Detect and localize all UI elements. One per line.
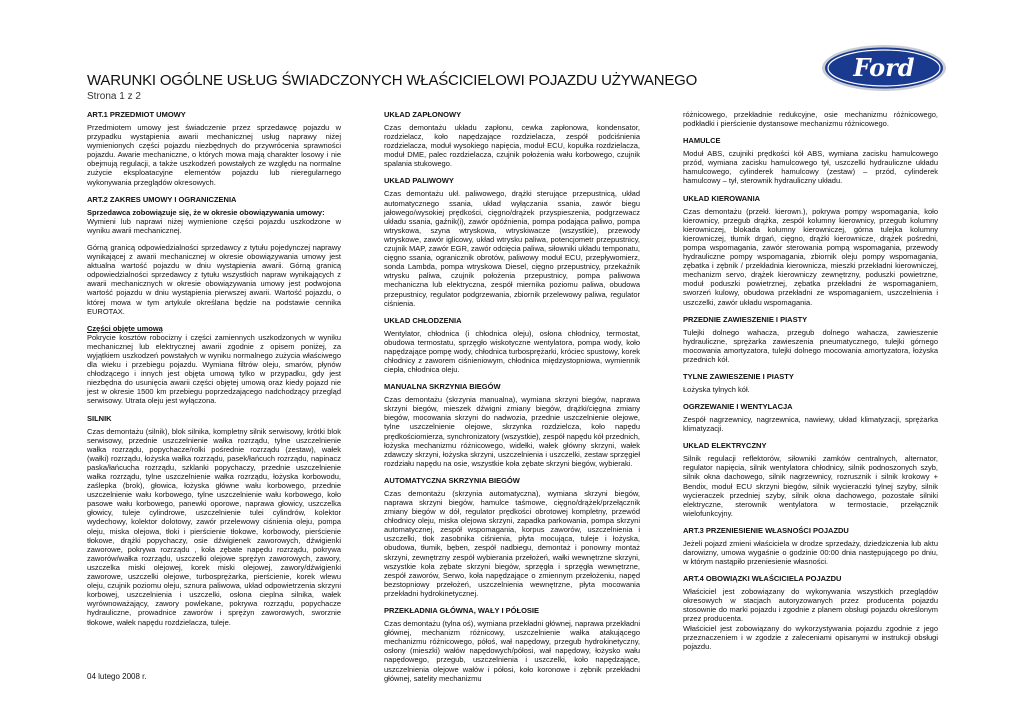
zaplon-text: Czas demontażu układu zapłonu, cewka zapłonowa, kondensator, rozdzielacz, koło napędzające rozdzielacza, zespół podciśnienia rozdzielacza, moduł wysokiego napięcia, moduł ECU, kopułka rozdzielacza, moduł DME, palec rozdzielacza, czujnik położenia wału korbowego, czujnik spalania stukowego. bbox=[384, 123, 640, 169]
section-zaplon bbox=[384, 110, 640, 168]
section-paliwo bbox=[384, 176, 640, 307]
section-chlodzenie bbox=[384, 316, 640, 374]
column-middle bbox=[384, 110, 640, 691]
ford-logo bbox=[821, 44, 947, 92]
logo-text: Ford bbox=[853, 53, 915, 82]
page-number: Strona 1 z 2 bbox=[87, 91, 141, 102]
art3-heading: ART.3 PRZENIESIENIE WŁASNOŚCI POJAZDU bbox=[683, 525, 849, 535]
manualna-heading: MANUALNA SKRZYNIA BIEGÓW bbox=[384, 382, 501, 392]
elektryczny-heading: UKŁAD ELEKTRYCZNY bbox=[683, 441, 767, 451]
tylne-zawieszenie-text: Łożyska tylnych kół. bbox=[683, 384, 750, 394]
art2-text-1: Wymieni lub naprawi niżej wymienione części pojazdu uszkodzone w wyniku awarii mechanicznej. bbox=[87, 216, 341, 235]
section-art4 bbox=[683, 574, 938, 651]
document-date: 04 lutego 2008 r. bbox=[87, 672, 147, 681]
automatyczna-text: Czas demontażu (skrzynia automatyczna), wymiana skrzyni biegów, naprawa skrzyni biegów, hamulce taśmowe, cięgno/drążek/przełącznik zmiany biegów w dół, regulator prędkości obrotowej kompletny, przewód chłodnicy oleju, miska olejowa skrzyni, zapadka parkowania, pompa skrzyni automatycznej, zespół wspomagania, korpus zaworów, uszczelnienia i uszczelki, tłok zasobnika ciśnienia, płyta mocująca, tuleje i łożyska, obudowa, tłumik, bęben, zespół nadbiegu, demontaż i ponowny montaż skrzyni, zewnętrzny zespół wybierania przełożeń, wałki wewnętrzne skrzyni, wszystkie koła zębate skrzyni biegów, sprzęgła i sprzęgła wewnętrzne, zespół zaworów, Serwo, koła napędzające o zmiennym przełożeniu, napęd bezstopniowy przełożeń, uszczelnienia wewnętrzne, płyta mocowania przekładni hydrokinetycznej. bbox=[384, 488, 640, 598]
column-right bbox=[683, 110, 938, 659]
kierowanie-text: Czas demontażu (przekł. kierown.), pokrywa pompy wspomagania, koło kierownicy, przegub drążka, zespół kolumny kierownicy, przegub kolumny kierowniczej, blokada kolumny kierowniczej, górna tulejka kolumny kierowniczej, tłumik drgań, cięgno, drążki kierownicze, drążek pośredni, pompa wspomagania, zawór sterowania pompą wspomagania, przewody hydrauliczne pompy wspomagania, zbiornik oleju pompy wspomagania, zębatka i zębnik / przekładnia kierownicza, mieszki przekładni kierowniczej, mechanizm servo, drążek kierowniczy zewnętrzny, poduszki powietrzne, moduł poduszki powietrznej, zębatka przekładni że wspomaganiem, sworzeń kulowy, obudowa przekładni ze wspomaganiem, uszczelnienia i uszczelki, zawór układu wspomagania. bbox=[683, 206, 938, 307]
chlodzenie-text: Wentylator, chłodnica (i chłodnica oleju), osłona chłodnicy, termostat, obudowa termostatu, sprzęgło wiskotyczne wentylatora, pompa wody, koło napędzające pompę wody, chłodnica turbosprężarki, króciec spustowy, korek chłodnicy z zaworem ciśnieniowym, chłodnica międzystopniowa, wymiennik ciepła, chłodnica oleju. bbox=[384, 328, 640, 375]
art2-heading: ART.2 ZAKRES UMOWY I OGRANICZENIA bbox=[87, 194, 237, 204]
column-left bbox=[87, 110, 341, 635]
czesci-text: Pokrycie kosztów robocizny i części zamiennych uszkodzonych w wyniku mechanicznej lub elektrycznej awarii zgodnie z opisem poniżej, za wyjątkiem uszkodzeń powstałych w wyniku normalnego zużycia właściwego dla wieku i przebiegu pojazdu. Wymiana filtrów oleju, smarów, płynów chłodzącego i innych jest objęta umową tylko w przypadku, gdy jest niezbędna do usunięcia awarii części objętej umową oraz kiedy pojazd nie jest w okresie 1500 km przebiegu poprzedzającego nadchodzący przegląd serwisowy. Utrata oleju jest wyłączona. bbox=[87, 332, 341, 406]
przekladnia-continued-text: różnicowego, przekładnie redukcyjne, osie mechanizmu różnicowego, podkładki i pierścienie dystansowe mechanizmu różnicowego. bbox=[683, 110, 938, 129]
przekladnia-heading: PRZEKŁADNIA GŁÓWNA, WAŁY I PÓŁOSIE bbox=[384, 606, 540, 616]
kierowanie-heading: UKŁAD KIEROWANIA bbox=[683, 193, 761, 203]
art4-heading: ART.4 OBOWIĄZKI WŁAŚCICIELA POJAZDU bbox=[683, 574, 842, 584]
section-manualna bbox=[384, 382, 640, 468]
ogrzewanie-text: Zespół nagrzewnicy, nagrzewnica, nawiewy, układ klimatyzacji, sprężarka klimatyzacji. bbox=[683, 415, 938, 434]
section-ogrzewanie bbox=[683, 402, 938, 433]
section-kierowanie bbox=[683, 194, 938, 307]
tylne-zawieszenie-heading: TYLNE ZAWIESZENIE I PIASTY bbox=[683, 371, 794, 381]
przednie-zawieszenie-heading: PRZEDNIE ZAWIESZENIE I PIASTY bbox=[683, 314, 808, 324]
art4-text-1: Właściciel jest zobowiązany do wykonywania wszystkich przeglądów okresowych w stacjach autoryzowanych przez producenta pojazdu stosownie do marki pojazdu i zgodnie z planem obsługi pojazdu określonym przez producenta. bbox=[683, 587, 938, 624]
section-elektryczny bbox=[683, 441, 938, 518]
art4-text-2: Właściciel jest zobowiązany do wykorzystywania pojazdu zgodnie z jego przeznaczeniem i w zgodzie z zaleceniami opisanymi w instrukcji obsługi pojazdu. bbox=[683, 623, 938, 651]
art1-heading: ART.1 PRZEDMIOT UMOWY bbox=[87, 110, 186, 119]
section-tylne-zawieszenie bbox=[683, 372, 938, 394]
paliwo-text: Czas demontażu ukł. paliwowego, drążki sterujące przepustnicą, układ automatycznego ssania, układ wyłączania ssania, zawór biegu jałowego/wysokiej prędkości, cięgno/drążek przyspieszenia, podgrzewacz układu ssania, gaźnik(i), zawór opóźnienia, pompa podająca paliwo, pompa wtryskowa, szyna wtryskowa, wtryskiwacze (wszystkie), przewody wtryskowe, zawór iglicowy, układ wtrysku paliwa, potencjometr przepustnicy, czujnik MAP, zawór EGR, zawór odcięcia paliwa, siłowniki układu temponatu, cięgno ssania, ogranicznik obrotów, paliwowy moduł ECU, przepływomierz, sonda Lambda, pompa wtryskowa Diesel, cięgno przepustnicy, przekaźnik wtrysku paliwa, czujnik położenia przepustnicy, pompa paliwowa mechaniczna lub elektryczna, zespół miernika poziomu paliwa, obudowa przepustnicy, regulator podgrzewania, zbiornik przelewowy paliwa, regulator ciśnienia. bbox=[384, 189, 640, 308]
section-hamulce bbox=[683, 136, 938, 185]
silnik-heading: SILNIK bbox=[87, 413, 112, 423]
art2-text-2: Górną granicą odpowiedzialności sprzedawcy z tytułu pojedynczej naprawy wynikającej z awarii mechanicznej w okresie obowiązywania umowy jest aktualna wartość pojazdu w dniu wystąpienia awarii. Górną granicą odpowiedzialności sprzedawcy z tytułu wszystkich napraw wynikających z awarii mechanicznych w okresie obowiązywania umowy jest podwojona wartość pojazdu w dniu wystąpienia pierwszej awarii. Wartość pojazdu, o której mowa w tym artykule określana będzie na podstawie cennika EUROTAX. bbox=[87, 242, 341, 316]
section-przekladnia bbox=[384, 606, 640, 683]
section-art3 bbox=[683, 526, 938, 566]
ogrzewanie-heading: OGRZEWANIE I WENTYLACJA bbox=[683, 402, 793, 412]
art3-text: Jeżeli pojazd zmieni właściciela w drodze sprzedaży, dziedziczenia lub aktu darowizny, umowa wygaśnie o godzinie 00:00 dnia następującego po dniu, w którym nastąpiło przeniesienie własności. bbox=[683, 538, 938, 567]
silnik-text: Czas demontażu (silnik), blok silnika, kompletny silnik serwisowy, krótki blok serwisowy, przednie uszczelnienie wałka rozrządu, tylne uszczelnienie wałka rozrządu, popychacze/rolki pośrednie rozrządu (zestaw), wałek (wałki) rozrządu, łożyska wałka rozrządu, pasek/łańcuch rozrządu, napinacz paska/łańcucha rozrządu, szklanki popychaczy, przednie uszczelnienie wałka rozrządu, tylne uszczelnienie wałka rozrządu, łożyska korbowodu, zaślepka (brok), głowica, łożyska główne wału korbowego, przednie uszczelnienie wału korbowego, tylne uszczelnienie wału korbowego, koło pasowe wału korbowego, panewki oporowe, naprawa głowicy, uszczelka głowicy, tuleje cylindrowe, uszczelnienie tulei cylindrów, kolektor wydechowy, kolektor dolotowy, zawór przelewowy ciśnienia oleju, pompa oleju, miska olejowa, tłoki i pierścienie tłokowe, korbowody, pierścienie tłokowe, drążki popychaczy, osie dźwigienek zaworowych, dźwigienki zaworowe, pokrywa rozrządu , koła zębate napędu rozrządu, pokrywa zaworów/wałka rozrządu, uszczelki olejowe sprężyn zaworowych, zawory, uszczelka miski olejowej, korek miski olejowej, zawory/dźwigienki zaworowe, uszczelki olejowe, turbosprężarka, pierścienie, korek wlewu oleju, czujnik poziomu oleju, sznura paliwowa, układ odpowietrzenia skrzyni korbowej, uszczelnienia i uszczelki, osłona cieplna silnika, wałek wyrównoważający, zawory powlekane, pokrywa rozrządu, popychacze hydrauliczne, prowadnice zaworów i sprężyn zaworowych, sworznie tłokowe, wałek napędu rozdzielacza, tuleje. bbox=[87, 426, 341, 627]
section-automatyczna bbox=[384, 476, 640, 598]
art2-lead: Sprzedawca zobowiązuje się, że w okresie obowiązywania umowy: bbox=[87, 207, 325, 217]
section-silnik bbox=[87, 414, 341, 627]
hamulce-heading: HAMULCE bbox=[683, 136, 721, 146]
elektryczny-text: Silnik regulacji reflektorów, siłowniki zamków centralnych, alternator, regulator napięcia, silnik wentylatora chłodnicy, silnik podnoszonych szyb, silnik okna dachowego, silnik nagrzewnicy, rozrusznik i silnik krokowy + Bendix, moduł ECU skrzyni biegów, silnik wycieraczki tylnej szyby, silnik wycieraczek przedniej szyby, silnik okna dachowego, pozostałe silniki elektryczne, sterownik wentylatora w termostacie, przełącznik wielofunkcyjny. bbox=[683, 454, 938, 518]
chlodzenie-heading: UKŁAD CHŁODZENIA bbox=[384, 315, 462, 325]
section-art1 bbox=[87, 110, 341, 187]
manualna-text: Czas demontażu (skrzynia manualna), wymiana skrzyni biegów, naprawa skrzyni biegów, mieszek dźwigni zmiany biegów, drążki/cięgna zmiany biegów, mocowania skrzyni do nadwozia, przednie uszczelnienie olejowe, tylne uszczelnienie olejowe, skrzynka rozdzielcza, koło napędu prędkościomierza, synchronizatory (wszystkie), zespół napędu kół przednich, łożyska mechanizmu różnicowego, widełki, wałek główny skrzyni, wałek zdawczy skrzyni, łożyska skrzyni, uszczelnienia i uszczelki, zestaw sprzęgieł rozdziału napędu na osie, wszystkie koła zębate skrzyni biegów, wybieraki. bbox=[384, 395, 640, 468]
art1-text: Przedmiotem umowy jest świadczenie przez sprzedawcę pojazdu w przypadku wystąpienia awarii mechanicznej usług naprawy niżej wymienionych części pojazdu niezbędnych do przywrócenia sprawności pojazdu. Awarie mechaniczne, o których mowa mają charakter losowy i nie obejmują regulacji, a także uszkodzeń powstałych ze względu na normalne zużycie eksploatacyjne elementów pojazdu lub nieregularnego wykonywania przeglądów okresowych. bbox=[87, 123, 341, 187]
hamulce-text: Moduł ABS, czujniki prędkości kół ABS, wymiana zacisku hamulcowego przód, wymiana zacisku hamulcowego tył, uszczelki hydrauliczne układu hamulcowego, cylinderek hamulcowy (zestaw) – przód, cylinderek hamulcowy – tył, sterownik hydrauliczny układu. bbox=[683, 149, 938, 186]
section-przednie-zawieszenie bbox=[683, 315, 938, 364]
przekladnia-text: Czas demontażu (tylna oś), wymiana przekładni głównej, naprawa przekładni głównej, mechanizm różnicowy, uszczelnienie wałka atakującego mechanizmu różnicowego, półoś, wał napędowy, przegub hydrokinetyczny, osłony (mieszki) wałów napędowych/półosi, wał napędowy, łożysko wału napędowego, przegub, uszczelnienia i uszczelki, koło napędzające, uszczelnienia olejowe wałów i półosi, koło koronowe i zębnik przekładni głównej, satelity mechanizmu bbox=[384, 619, 640, 683]
section-art2 bbox=[87, 195, 341, 406]
paliwo-heading: UKŁAD PALIWOWY bbox=[384, 176, 454, 186]
zaplon-heading: UKŁAD ZAPŁONOWY bbox=[384, 110, 462, 119]
czesci-heading: Części objęte umową bbox=[87, 323, 163, 333]
document-title: WARUNKI OGÓLNE USŁUG ŚWIADCZONYCH WŁAŚCICIELOWI POJAZDU UŻYWANEGO bbox=[87, 72, 698, 89]
automatyczna-heading: AUTOMATYCZNA SKRZYNIA BIEGÓW bbox=[384, 475, 520, 485]
przednie-zawieszenie-text: Tulejki dolnego wahacza, przegub dolnego wahacza, zawieszenie hydrauliczne, sprężarka zawieszenia pneumatycznego, tulejki górnego mocowania amortyzatora, tulejki dolnego mocowania amortyzatora, łożyska przednich kół. bbox=[683, 327, 938, 364]
